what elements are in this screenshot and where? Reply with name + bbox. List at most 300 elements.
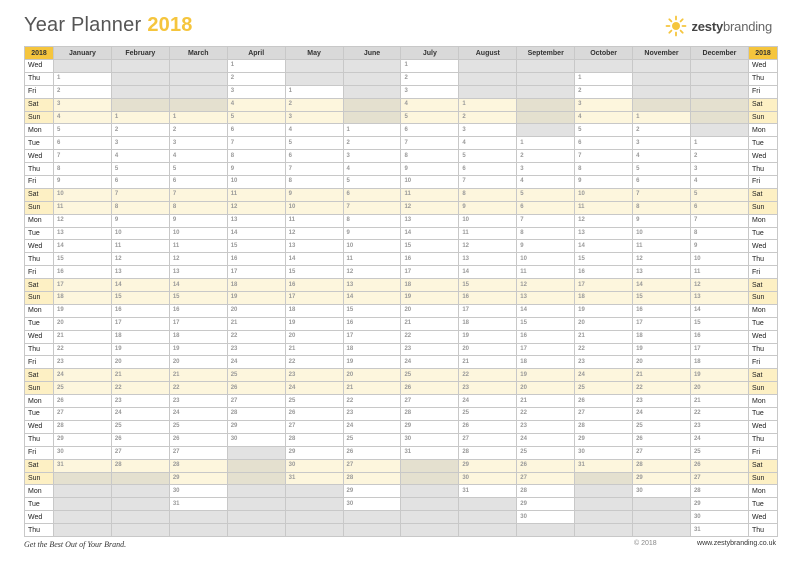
day-cell[interactable]: 20 <box>401 304 459 317</box>
day-cell[interactable]: 26 <box>690 459 748 472</box>
day-cell[interactable]: 23 <box>169 395 227 408</box>
day-cell[interactable]: 13 <box>285 240 343 253</box>
day-cell[interactable]: 30 <box>459 472 517 485</box>
day-cell[interactable]: 27 <box>401 395 459 408</box>
day-cell[interactable]: 20 <box>343 369 401 382</box>
day-cell[interactable]: 9 <box>285 188 343 201</box>
day-cell[interactable]: 25 <box>285 395 343 408</box>
day-cell[interactable]: 17 <box>575 279 633 292</box>
day-cell[interactable]: 11 <box>111 240 169 253</box>
day-cell[interactable]: 20 <box>169 356 227 369</box>
day-cell[interactable]: 18 <box>690 356 748 369</box>
day-cell[interactable]: 8 <box>285 176 343 189</box>
day-cell[interactable]: 9 <box>343 227 401 240</box>
day-cell[interactable]: 17 <box>54 279 112 292</box>
day-cell[interactable]: 10 <box>690 253 748 266</box>
day-cell[interactable]: 10 <box>285 201 343 214</box>
day-cell[interactable]: 1 <box>633 111 691 124</box>
day-cell[interactable]: 11 <box>285 214 343 227</box>
day-cell[interactable]: 6 <box>111 176 169 189</box>
day-cell[interactable]: 28 <box>169 459 227 472</box>
day-cell[interactable]: 3 <box>401 85 459 98</box>
day-cell[interactable]: 1 <box>285 85 343 98</box>
day-cell[interactable]: 12 <box>285 227 343 240</box>
day-cell[interactable]: 5 <box>343 176 401 189</box>
day-cell[interactable]: 31 <box>575 459 633 472</box>
day-cell[interactable]: 26 <box>517 459 575 472</box>
day-cell[interactable]: 5 <box>401 111 459 124</box>
day-cell[interactable]: 17 <box>459 304 517 317</box>
day-cell[interactable]: 22 <box>343 395 401 408</box>
day-cell[interactable]: 7 <box>517 214 575 227</box>
day-cell[interactable]: 19 <box>343 356 401 369</box>
day-cell[interactable]: 20 <box>575 317 633 330</box>
day-cell[interactable]: 8 <box>633 201 691 214</box>
day-cell[interactable]: 24 <box>343 420 401 433</box>
day-cell[interactable]: 20 <box>690 382 748 395</box>
day-cell[interactable]: 12 <box>343 266 401 279</box>
day-cell[interactable]: 26 <box>459 420 517 433</box>
day-cell[interactable]: 14 <box>111 279 169 292</box>
day-cell[interactable]: 28 <box>227 408 285 421</box>
day-cell[interactable]: 6 <box>401 124 459 137</box>
day-cell[interactable]: 28 <box>575 420 633 433</box>
day-cell[interactable]: 18 <box>633 330 691 343</box>
day-cell[interactable]: 8 <box>111 201 169 214</box>
day-cell[interactable]: 3 <box>575 98 633 111</box>
day-cell[interactable]: 4 <box>169 150 227 163</box>
day-cell[interactable]: 30 <box>285 459 343 472</box>
day-cell[interactable]: 10 <box>633 227 691 240</box>
day-cell[interactable]: 11 <box>169 240 227 253</box>
day-cell[interactable]: 15 <box>285 266 343 279</box>
day-cell[interactable]: 22 <box>401 330 459 343</box>
day-cell[interactable]: 14 <box>690 304 748 317</box>
day-cell[interactable]: 12 <box>633 253 691 266</box>
day-cell[interactable]: 19 <box>54 304 112 317</box>
day-cell[interactable]: 22 <box>459 369 517 382</box>
day-cell[interactable]: 10 <box>54 188 112 201</box>
day-cell[interactable]: 9 <box>227 163 285 176</box>
day-cell[interactable]: 30 <box>343 498 401 511</box>
day-cell[interactable]: 16 <box>690 330 748 343</box>
day-cell[interactable]: 23 <box>633 395 691 408</box>
day-cell[interactable]: 11 <box>575 201 633 214</box>
day-cell[interactable]: 18 <box>111 330 169 343</box>
day-cell[interactable]: 9 <box>54 176 112 189</box>
day-cell[interactable]: 21 <box>54 330 112 343</box>
day-cell[interactable]: 24 <box>227 356 285 369</box>
day-cell[interactable]: 27 <box>343 459 401 472</box>
day-cell[interactable]: 27 <box>111 446 169 459</box>
day-cell[interactable]: 25 <box>575 382 633 395</box>
day-cell[interactable]: 16 <box>343 317 401 330</box>
day-cell[interactable]: 28 <box>401 408 459 421</box>
day-cell[interactable]: 4 <box>111 150 169 163</box>
day-cell[interactable]: 21 <box>285 343 343 356</box>
day-cell[interactable]: 2 <box>54 85 112 98</box>
day-cell[interactable]: 8 <box>517 227 575 240</box>
day-cell[interactable]: 7 <box>285 163 343 176</box>
day-cell[interactable]: 24 <box>575 369 633 382</box>
day-cell[interactable]: 1 <box>517 137 575 150</box>
day-cell[interactable]: 11 <box>459 227 517 240</box>
day-cell[interactable]: 20 <box>227 304 285 317</box>
day-cell[interactable]: 30 <box>227 433 285 446</box>
day-cell[interactable]: 3 <box>227 85 285 98</box>
day-cell[interactable]: 4 <box>690 176 748 189</box>
day-cell[interactable]: 18 <box>54 292 112 305</box>
day-cell[interactable]: 31 <box>54 459 112 472</box>
day-cell[interactable]: 15 <box>54 253 112 266</box>
day-cell[interactable]: 18 <box>343 343 401 356</box>
day-cell[interactable]: 15 <box>343 304 401 317</box>
day-cell[interactable]: 6 <box>54 137 112 150</box>
day-cell[interactable]: 15 <box>517 317 575 330</box>
day-cell[interactable]: 13 <box>690 292 748 305</box>
day-cell[interactable]: 27 <box>690 472 748 485</box>
day-cell[interactable]: 29 <box>54 433 112 446</box>
day-cell[interactable]: 28 <box>459 446 517 459</box>
day-cell[interactable]: 30 <box>401 433 459 446</box>
day-cell[interactable]: 3 <box>169 137 227 150</box>
day-cell[interactable]: 27 <box>575 408 633 421</box>
day-cell[interactable]: 14 <box>169 279 227 292</box>
day-cell[interactable]: 8 <box>227 150 285 163</box>
day-cell[interactable]: 10 <box>459 214 517 227</box>
day-cell[interactable]: 17 <box>517 343 575 356</box>
day-cell[interactable]: 21 <box>575 330 633 343</box>
day-cell[interactable]: 17 <box>401 266 459 279</box>
day-cell[interactable]: 23 <box>459 382 517 395</box>
day-cell[interactable]: 12 <box>54 214 112 227</box>
day-cell[interactable]: 5 <box>633 163 691 176</box>
day-cell[interactable]: 2 <box>285 98 343 111</box>
day-cell[interactable]: 14 <box>633 279 691 292</box>
day-cell[interactable]: 5 <box>459 150 517 163</box>
day-cell[interactable]: 16 <box>285 279 343 292</box>
day-cell[interactable]: 6 <box>169 176 227 189</box>
day-cell[interactable]: 13 <box>343 279 401 292</box>
day-cell[interactable]: 22 <box>285 356 343 369</box>
day-cell[interactable]: 20 <box>285 330 343 343</box>
day-cell[interactable]: 6 <box>343 188 401 201</box>
day-cell[interactable]: 9 <box>111 214 169 227</box>
day-cell[interactable]: 13 <box>111 266 169 279</box>
day-cell[interactable]: 4 <box>633 150 691 163</box>
day-cell[interactable]: 23 <box>227 343 285 356</box>
day-cell[interactable]: 7 <box>343 201 401 214</box>
day-cell[interactable]: 11 <box>633 240 691 253</box>
day-cell[interactable]: 4 <box>459 137 517 150</box>
day-cell[interactable]: 19 <box>459 330 517 343</box>
day-cell[interactable]: 13 <box>169 266 227 279</box>
day-cell[interactable]: 15 <box>227 240 285 253</box>
day-cell[interactable]: 16 <box>459 292 517 305</box>
day-cell[interactable]: 24 <box>401 356 459 369</box>
day-cell[interactable]: 30 <box>575 446 633 459</box>
day-cell[interactable]: 9 <box>169 214 227 227</box>
day-cell[interactable]: 1 <box>401 60 459 73</box>
day-cell[interactable]: 5 <box>690 188 748 201</box>
day-cell[interactable]: 24 <box>169 408 227 421</box>
day-cell[interactable]: 23 <box>54 356 112 369</box>
day-cell[interactable]: 31 <box>459 485 517 498</box>
day-cell[interactable]: 15 <box>111 292 169 305</box>
day-cell[interactable]: 20 <box>111 356 169 369</box>
day-cell[interactable]: 21 <box>343 382 401 395</box>
day-cell[interactable]: 9 <box>690 240 748 253</box>
day-cell[interactable]: 29 <box>575 433 633 446</box>
day-cell[interactable]: 7 <box>227 137 285 150</box>
day-cell[interactable]: 11 <box>227 188 285 201</box>
day-cell[interactable]: 29 <box>285 446 343 459</box>
day-cell[interactable]: 30 <box>690 511 748 524</box>
day-cell[interactable]: 12 <box>690 279 748 292</box>
day-cell[interactable]: 11 <box>401 188 459 201</box>
day-cell[interactable]: 13 <box>633 266 691 279</box>
day-cell[interactable]: 24 <box>517 433 575 446</box>
day-cell[interactable]: 7 <box>169 188 227 201</box>
day-cell[interactable]: 6 <box>575 137 633 150</box>
day-cell[interactable]: 2 <box>401 72 459 85</box>
day-cell[interactable]: 7 <box>633 188 691 201</box>
day-cell[interactable]: 11 <box>517 266 575 279</box>
day-cell[interactable]: 23 <box>285 369 343 382</box>
day-cell[interactable]: 17 <box>343 330 401 343</box>
day-cell[interactable]: 12 <box>401 201 459 214</box>
day-cell[interactable]: 1 <box>227 60 285 73</box>
day-cell[interactable]: 26 <box>343 446 401 459</box>
day-cell[interactable]: 9 <box>633 214 691 227</box>
day-cell[interactable]: 25 <box>459 408 517 421</box>
day-cell[interactable]: 19 <box>111 343 169 356</box>
day-cell[interactable]: 4 <box>54 111 112 124</box>
day-cell[interactable]: 29 <box>459 459 517 472</box>
day-cell[interactable]: 16 <box>169 304 227 317</box>
day-cell[interactable]: 28 <box>54 420 112 433</box>
day-cell[interactable]: 21 <box>227 317 285 330</box>
day-cell[interactable]: 4 <box>343 163 401 176</box>
day-cell[interactable]: 3 <box>633 137 691 150</box>
day-cell[interactable]: 18 <box>459 317 517 330</box>
day-cell[interactable]: 1 <box>459 98 517 111</box>
day-cell[interactable]: 12 <box>459 240 517 253</box>
day-cell[interactable]: 15 <box>575 253 633 266</box>
day-cell[interactable]: 7 <box>459 176 517 189</box>
day-cell[interactable]: 22 <box>54 343 112 356</box>
day-cell[interactable]: 19 <box>169 343 227 356</box>
day-cell[interactable]: 12 <box>517 279 575 292</box>
day-cell[interactable]: 8 <box>459 188 517 201</box>
day-cell[interactable]: 19 <box>517 369 575 382</box>
day-cell[interactable]: 29 <box>401 420 459 433</box>
day-cell[interactable]: 16 <box>633 304 691 317</box>
day-cell[interactable]: 30 <box>517 511 575 524</box>
day-cell[interactable]: 29 <box>169 472 227 485</box>
day-cell[interactable]: 16 <box>54 266 112 279</box>
day-cell[interactable]: 2 <box>227 72 285 85</box>
day-cell[interactable]: 28 <box>633 459 691 472</box>
day-cell[interactable]: 14 <box>575 240 633 253</box>
day-cell[interactable]: 25 <box>633 420 691 433</box>
day-cell[interactable]: 2 <box>459 111 517 124</box>
day-cell[interactable]: 25 <box>111 420 169 433</box>
day-cell[interactable]: 15 <box>633 292 691 305</box>
day-cell[interactable]: 25 <box>54 382 112 395</box>
day-cell[interactable]: 30 <box>54 446 112 459</box>
day-cell[interactable]: 10 <box>517 253 575 266</box>
day-cell[interactable]: 22 <box>575 343 633 356</box>
day-cell[interactable]: 11 <box>690 266 748 279</box>
day-cell[interactable]: 19 <box>401 292 459 305</box>
day-cell[interactable]: 22 <box>111 382 169 395</box>
day-cell[interactable]: 26 <box>227 382 285 395</box>
day-cell[interactable]: 4 <box>401 98 459 111</box>
day-cell[interactable]: 13 <box>459 253 517 266</box>
day-cell[interactable]: 27 <box>517 472 575 485</box>
day-cell[interactable]: 5 <box>517 188 575 201</box>
day-cell[interactable]: 22 <box>633 382 691 395</box>
day-cell[interactable]: 5 <box>285 137 343 150</box>
day-cell[interactable]: 27 <box>633 446 691 459</box>
day-cell[interactable]: 4 <box>227 98 285 111</box>
day-cell[interactable]: 28 <box>517 485 575 498</box>
day-cell[interactable]: 16 <box>517 330 575 343</box>
day-cell[interactable]: 14 <box>459 266 517 279</box>
day-cell[interactable]: 19 <box>227 292 285 305</box>
day-cell[interactable]: 15 <box>459 279 517 292</box>
day-cell[interactable]: 27 <box>285 420 343 433</box>
day-cell[interactable]: 18 <box>575 292 633 305</box>
day-cell[interactable]: 24 <box>111 408 169 421</box>
day-cell[interactable]: 15 <box>401 240 459 253</box>
day-cell[interactable]: 2 <box>169 124 227 137</box>
day-cell[interactable]: 2 <box>111 124 169 137</box>
day-cell[interactable]: 1 <box>54 72 112 85</box>
day-cell[interactable]: 2 <box>690 150 748 163</box>
website-link[interactable]: www.zestybranding.co.uk <box>697 540 776 547</box>
day-cell[interactable]: 29 <box>517 498 575 511</box>
day-cell[interactable]: 24 <box>54 369 112 382</box>
day-cell[interactable]: 22 <box>517 408 575 421</box>
day-cell[interactable]: 28 <box>285 433 343 446</box>
day-cell[interactable]: 26 <box>111 433 169 446</box>
day-cell[interactable]: 16 <box>575 266 633 279</box>
day-cell[interactable]: 7 <box>575 150 633 163</box>
day-cell[interactable]: 30 <box>169 485 227 498</box>
day-cell[interactable]: 2 <box>575 85 633 98</box>
day-cell[interactable]: 6 <box>285 150 343 163</box>
day-cell[interactable]: 25 <box>517 446 575 459</box>
day-cell[interactable]: 1 <box>575 72 633 85</box>
day-cell[interactable]: 3 <box>517 163 575 176</box>
day-cell[interactable]: 26 <box>633 433 691 446</box>
day-cell[interactable]: 26 <box>575 395 633 408</box>
day-cell[interactable]: 6 <box>227 124 285 137</box>
day-cell[interactable]: 6 <box>690 201 748 214</box>
day-cell[interactable]: 16 <box>401 253 459 266</box>
day-cell[interactable]: 25 <box>690 446 748 459</box>
day-cell[interactable]: 18 <box>401 279 459 292</box>
day-cell[interactable]: 23 <box>111 395 169 408</box>
day-cell[interactable]: 2 <box>517 150 575 163</box>
day-cell[interactable]: 28 <box>111 459 169 472</box>
day-cell[interactable]: 13 <box>517 292 575 305</box>
day-cell[interactable]: 16 <box>227 253 285 266</box>
day-cell[interactable]: 9 <box>517 240 575 253</box>
day-cell[interactable]: 23 <box>517 420 575 433</box>
day-cell[interactable]: 23 <box>575 356 633 369</box>
day-cell[interactable]: 29 <box>633 472 691 485</box>
day-cell[interactable]: 9 <box>575 176 633 189</box>
day-cell[interactable]: 31 <box>285 472 343 485</box>
day-cell[interactable]: 20 <box>54 317 112 330</box>
day-cell[interactable]: 14 <box>285 253 343 266</box>
day-cell[interactable]: 5 <box>111 163 169 176</box>
day-cell[interactable]: 25 <box>227 369 285 382</box>
day-cell[interactable]: 3 <box>690 163 748 176</box>
day-cell[interactable]: 12 <box>111 253 169 266</box>
day-cell[interactable]: 13 <box>227 214 285 227</box>
day-cell[interactable]: 17 <box>111 317 169 330</box>
day-cell[interactable]: 3 <box>343 150 401 163</box>
day-cell[interactable]: 26 <box>54 395 112 408</box>
day-cell[interactable]: 27 <box>459 433 517 446</box>
day-cell[interactable]: 6 <box>459 163 517 176</box>
day-cell[interactable]: 2 <box>343 137 401 150</box>
day-cell[interactable]: 4 <box>285 124 343 137</box>
day-cell[interactable]: 14 <box>227 227 285 240</box>
day-cell[interactable]: 25 <box>401 369 459 382</box>
day-cell[interactable]: 17 <box>169 317 227 330</box>
day-cell[interactable]: 18 <box>227 279 285 292</box>
day-cell[interactable]: 10 <box>575 188 633 201</box>
day-cell[interactable]: 23 <box>401 343 459 356</box>
day-cell[interactable]: 20 <box>459 343 517 356</box>
day-cell[interactable]: 21 <box>169 369 227 382</box>
day-cell[interactable]: 17 <box>227 266 285 279</box>
day-cell[interactable]: 27 <box>169 446 227 459</box>
day-cell[interactable]: 24 <box>690 433 748 446</box>
day-cell[interactable]: 18 <box>285 304 343 317</box>
day-cell[interactable]: 15 <box>690 317 748 330</box>
day-cell[interactable]: 12 <box>575 214 633 227</box>
day-cell[interactable]: 18 <box>169 330 227 343</box>
day-cell[interactable]: 17 <box>633 317 691 330</box>
day-cell[interactable]: 21 <box>690 395 748 408</box>
day-cell[interactable]: 9 <box>401 163 459 176</box>
day-cell[interactable]: 8 <box>169 201 227 214</box>
day-cell[interactable]: 17 <box>690 343 748 356</box>
day-cell[interactable]: 19 <box>575 304 633 317</box>
day-cell[interactable]: 31 <box>169 498 227 511</box>
day-cell[interactable]: 10 <box>111 227 169 240</box>
day-cell[interactable]: 20 <box>517 382 575 395</box>
day-cell[interactable]: 22 <box>227 330 285 343</box>
day-cell[interactable]: 18 <box>517 356 575 369</box>
day-cell[interactable]: 26 <box>401 382 459 395</box>
day-cell[interactable]: 5 <box>54 124 112 137</box>
day-cell[interactable]: 25 <box>169 420 227 433</box>
day-cell[interactable]: 28 <box>690 485 748 498</box>
day-cell[interactable]: 11 <box>343 253 401 266</box>
day-cell[interactable]: 21 <box>401 317 459 330</box>
day-cell[interactable]: 24 <box>633 408 691 421</box>
day-cell[interactable]: 7 <box>54 150 112 163</box>
day-cell[interactable]: 9 <box>459 201 517 214</box>
day-cell[interactable]: 21 <box>633 369 691 382</box>
